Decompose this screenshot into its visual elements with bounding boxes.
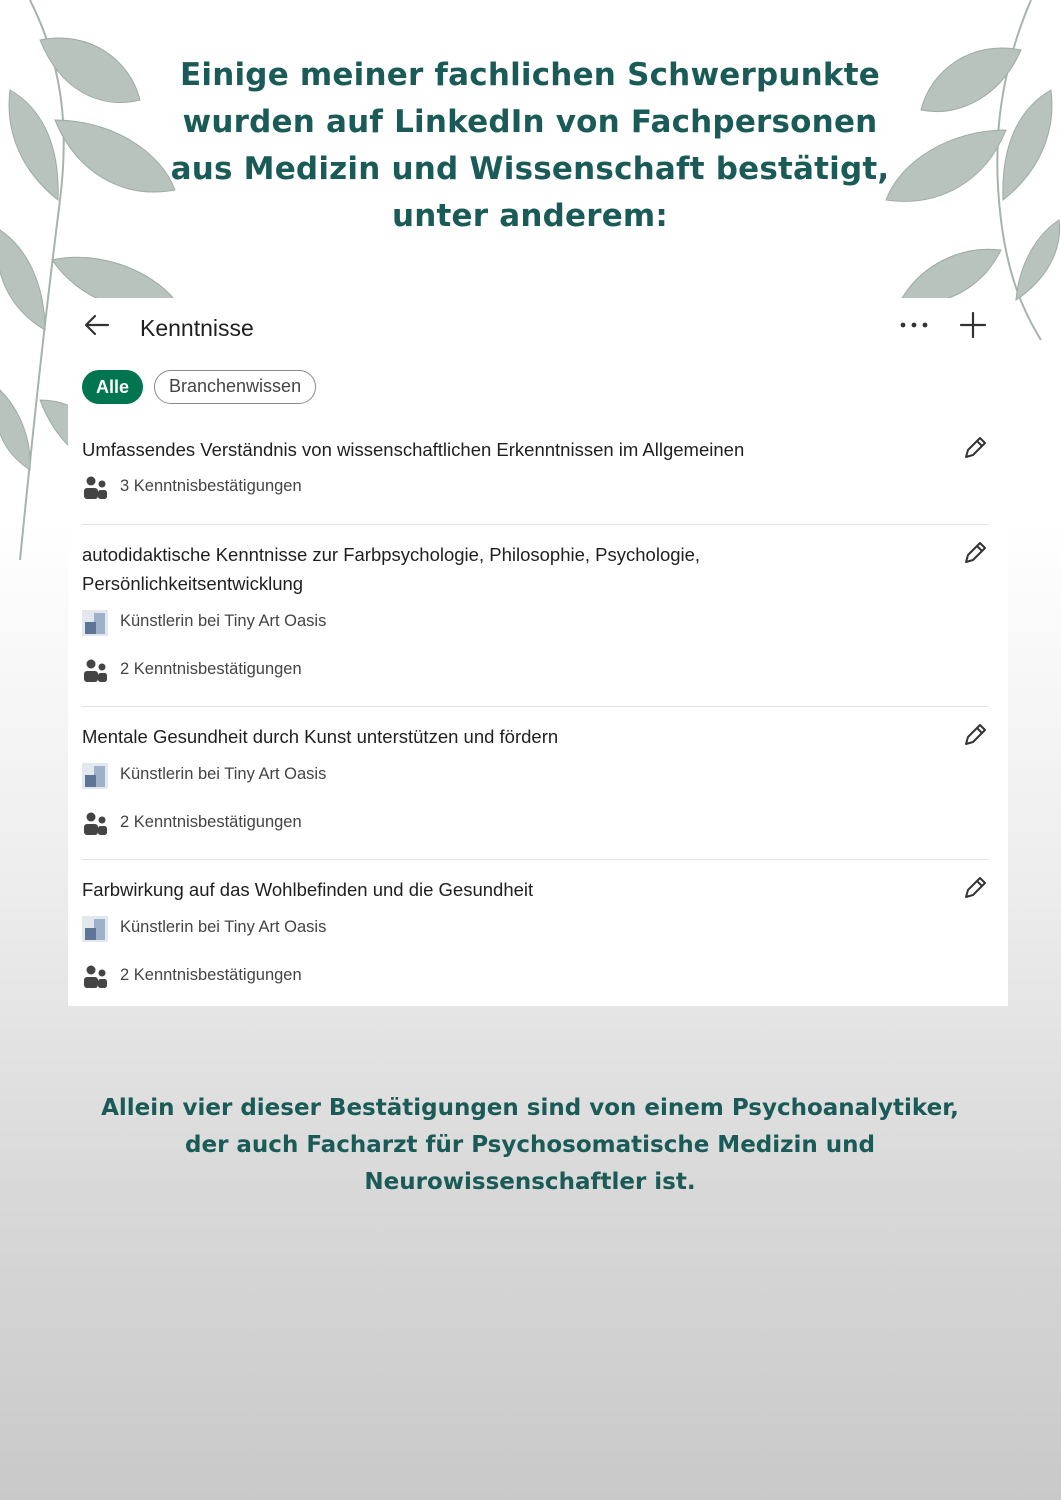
- company-logo-icon: [82, 763, 108, 789]
- skill-title[interactable]: Farbwirkung auf das Wohlbefinden und die Gesundheit: [82, 879, 534, 900]
- people-icon: [82, 964, 108, 990]
- company-logo-icon: [82, 916, 108, 942]
- experience-text: Künstlerin bei Tiny Art Oasis: [120, 765, 327, 783]
- experience-text: Künstlerin bei Tiny Art Oasis: [120, 918, 327, 936]
- endorsement-row[interactable]: [82, 962, 988, 992]
- experience-row[interactable]: [82, 914, 988, 944]
- footer-line: Neurowissenschaftler ist.: [364, 1169, 696, 1195]
- pencil-edit-icon[interactable]: [960, 435, 988, 463]
- heading-line: aus Medizin und Wissenschaft bestätigt,: [170, 151, 890, 187]
- top-bar: [68, 298, 1008, 358]
- experience-row[interactable]: [82, 761, 988, 791]
- heading-line: wurden auf LinkedIn von Fachpersonen: [182, 104, 878, 140]
- endorsement-count: 2 Kenntnisbestätigungen: [120, 966, 302, 984]
- footer-line: der auch Facharzt für Psychosomatische Medizin und: [185, 1132, 875, 1158]
- pencil-edit-icon[interactable]: [960, 875, 988, 903]
- skill-title[interactable]: autodidaktische Kenntnisse zur Farbpsychologie, Philosophie, Psychologie, Persönlichkeitsentwicklung: [82, 544, 701, 594]
- filter-chip-branchenwissen[interactable]: Branchenwissen: [154, 370, 316, 404]
- skills-card: [68, 298, 1008, 1006]
- people-icon: [82, 658, 108, 684]
- pencil-edit-icon[interactable]: [960, 540, 988, 568]
- heading-line: unter anderem:: [391, 198, 669, 234]
- people-icon: [82, 811, 108, 837]
- company-logo-icon: [82, 610, 108, 636]
- endorsement-row[interactable]: [82, 656, 988, 686]
- endorsement-count: 2 Kenntnisbestätigungen: [120, 813, 302, 831]
- footer-line: Allein vier dieser Bestätigungen sind von einem Psychoanalytiker,: [101, 1095, 959, 1121]
- pencil-edit-icon[interactable]: [960, 722, 988, 750]
- skill-item: [82, 435, 988, 503]
- skill-title[interactable]: Umfassendes Verständnis von wissenschaftlichen Erkenntnissen im Allgemeinen: [82, 439, 745, 460]
- page-heading: [130, 52, 930, 240]
- arrow-left-icon[interactable]: [82, 310, 112, 340]
- skill-item: [82, 540, 988, 686]
- footer-text: [30, 1090, 1030, 1201]
- skill-item: [82, 722, 988, 839]
- endorsement-count: 3 Kenntnisbestätigungen: [120, 477, 302, 495]
- endorsement-row[interactable]: [82, 473, 988, 503]
- more-options-icon[interactable]: [898, 312, 930, 338]
- divider: [82, 859, 988, 860]
- page-title: Kenntnisse: [140, 315, 254, 341]
- endorsement-count: 2 Kenntnisbestätigungen: [120, 660, 302, 678]
- heading-line: Einige meiner fachlichen Schwerpunkte: [180, 57, 880, 93]
- people-icon: [82, 475, 108, 501]
- skill-item: [82, 875, 988, 992]
- divider: [82, 706, 988, 707]
- experience-row[interactable]: [82, 608, 988, 638]
- divider: [82, 524, 988, 525]
- experience-text: Künstlerin bei Tiny Art Oasis: [120, 612, 327, 630]
- skill-title[interactable]: Mentale Gesundheit durch Kunst unterstützen und fördern: [82, 726, 559, 747]
- endorsement-row[interactable]: [82, 809, 988, 839]
- plus-icon[interactable]: [958, 310, 988, 340]
- filter-chip-alle[interactable]: Alle: [82, 370, 143, 404]
